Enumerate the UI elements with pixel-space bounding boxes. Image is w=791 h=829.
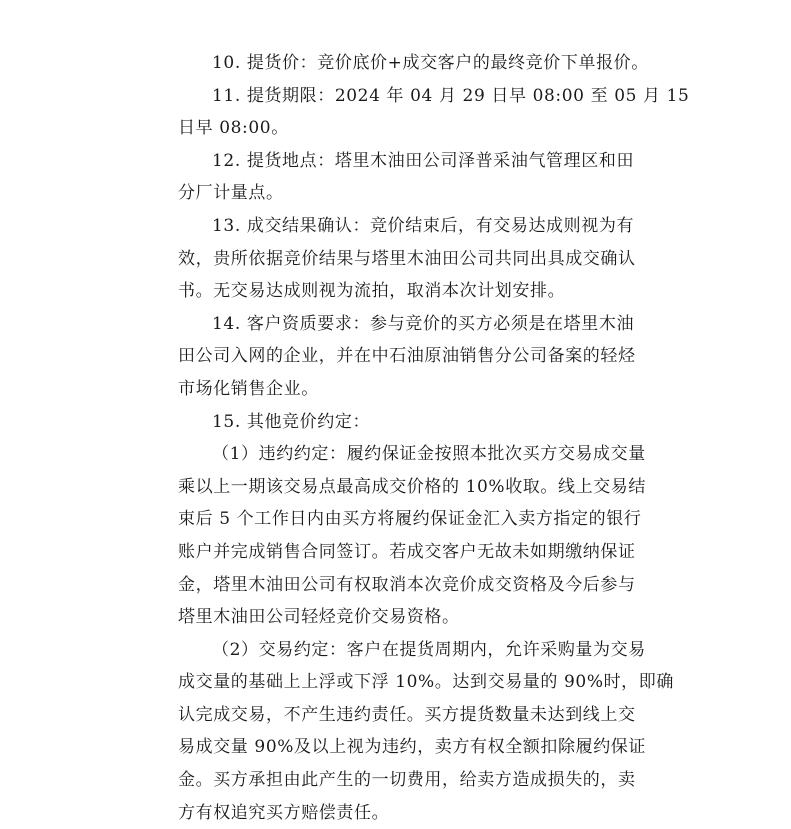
- text-line: 易成交量 90%及以上视为违约，卖方有权全额扣除履约保证: [178, 737, 646, 758]
- text-line: 金，塔里木油田公司有权取消本次竞价成交资格及今后参与: [178, 574, 636, 595]
- text-line: （1）违约约定：履约保证金按照本批次买方交易成交量: [212, 444, 646, 465]
- text-line: 市场化销售企业。: [178, 378, 319, 399]
- text-line: 14. 客户资质要求：参与竞价的买方必须是在塔里木油: [212, 313, 635, 334]
- text-line: 方有权追究买方赔偿责任。: [178, 802, 390, 823]
- text-line: （2）交易约定：客户在提货周期内，允许采购量为交易: [212, 639, 646, 660]
- text-line: 12. 提货地点：塔里木油田公司泽普采油气管理区和田: [212, 150, 635, 171]
- text-line: 10. 提货价：竞价底价+成交客户的最终竞价下单报价。: [212, 53, 649, 73]
- text-line: 11. 提货期限：2024 年 04 月 29 日早 08:00 至 05 月 15: [212, 85, 690, 106]
- text-line: 成交量的基础上上浮或下浮 10%。达到交易量的 90%时，即确: [178, 672, 674, 693]
- text-line: 分厂计量点。: [178, 183, 284, 204]
- text-line: 书。无交易达成则视为流拍，取消本次计划安排。: [178, 281, 566, 302]
- text-line: 效，贵所依据竞价结果与塔里木油田公司共同出具成交确认: [178, 248, 636, 269]
- text-line: 乘以上一期该交易点最高成交价格的 10%收取。线上交易结: [178, 476, 646, 497]
- text-line: 13. 成交结果确认：竞价结束后，有交易达成则视为有: [212, 215, 635, 236]
- text-line: 日早 08:00。: [178, 118, 289, 139]
- text-line: 束后 5 个工作日内由买方将履约保证金汇入卖方指定的银行: [178, 509, 642, 530]
- text-line: 塔里木油田公司轻烃竞价交易资格。: [178, 607, 460, 628]
- text-line: 田公司入网的企业，并在中石油原油销售分公司备案的轻烃: [178, 346, 636, 367]
- document-body: [178, 47, 690, 829]
- text-line: 金。买方承担由此产生的一切费用，给卖方造成损失的，卖: [178, 770, 636, 791]
- text-line: 认完成交易，不产生违约责任。买方提货数量未达到线上交: [178, 704, 636, 725]
- text-line: 15. 其他竞价约定：: [212, 411, 371, 432]
- text-line: 账户并完成销售合同签订。若成交客户无故未如期缴纳保证: [178, 541, 636, 562]
